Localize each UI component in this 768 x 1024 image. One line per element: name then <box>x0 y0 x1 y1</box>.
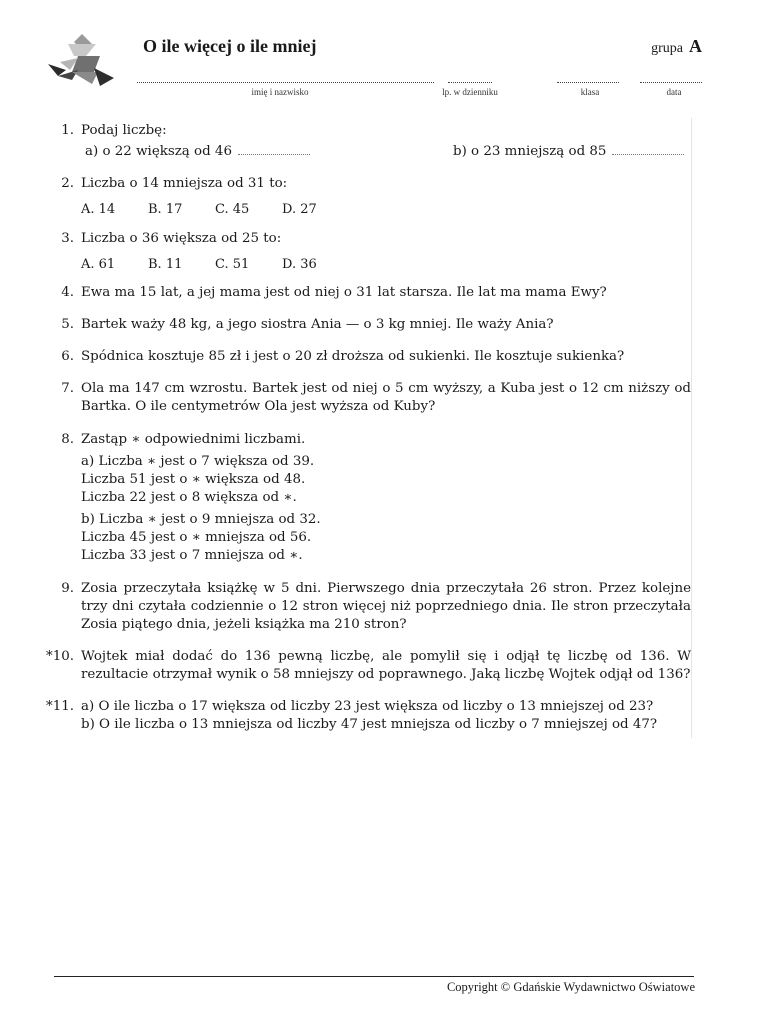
option-c[interactable]: C. 51 <box>215 257 250 272</box>
question-number: 3. <box>61 231 74 246</box>
question-text: Bartek waży 48 kg, a jego siostra Ania — o 3 kg mniej. Ile waży Ania? <box>81 317 554 332</box>
footer-divider <box>54 976 694 977</box>
class-field[interactable] <box>557 74 619 83</box>
part-a-line: Liczba 22 jest o 8 większa od ∗. <box>81 490 297 505</box>
answer-options <box>81 201 691 219</box>
question-text: Spódnica kosztuje 85 zł i jest o 20 zł droższa od sukienki. Ile kosztuje sukienka? <box>81 349 625 364</box>
question-number: 5. <box>61 317 74 332</box>
question-text: Liczba o 14 mniejsza od 31 to: <box>81 176 288 191</box>
answer-blank[interactable] <box>612 144 684 155</box>
question-text: Podaj liczbę: <box>81 123 167 138</box>
option-b[interactable]: B. 17 <box>148 202 183 217</box>
option-a[interactable]: A. 61 <box>81 257 116 272</box>
publisher-logo <box>48 34 116 88</box>
date-field[interactable] <box>640 74 702 83</box>
question-text: Wojtek miał dodać do 136 pewną liczbę, ale pomylił się i odjął tę liczbę od 136. W rezultacie otrzymał wynik o 58 mniejszy od poprawnego. Jaką liczbę Wojtek odjął od 136? <box>81 649 691 682</box>
question-number: 1. <box>61 123 74 138</box>
name-field-label: imię i nazwisko <box>251 87 309 97</box>
question-number: 8. <box>61 432 74 447</box>
journal-number-field[interactable] <box>448 74 492 83</box>
part-b-text: b) O ile liczba o 13 mniejsza od liczby 47 jest mniejsza od liczby o 7 mniejszej od 47? <box>81 717 658 732</box>
group-value: A <box>689 36 702 56</box>
question-number: 7. <box>61 381 74 396</box>
question-number: 2. <box>61 176 74 191</box>
part-a <box>81 453 691 507</box>
answer-blank[interactable] <box>238 144 310 155</box>
question-text: Zastąp ∗ odpowiednimi liczbami. <box>81 432 306 447</box>
part-b-line: b) Liczba ∗ jest o 9 mniejsza od 32. <box>81 512 321 527</box>
part-b <box>81 511 691 565</box>
group-label: grupa <box>651 41 683 56</box>
part-a-text: a) O ile liczba o 17 większa od liczby 23 jest większa od liczby o 13 mniejszej od 23? <box>81 699 654 714</box>
name-field[interactable] <box>137 74 434 83</box>
question-text: Zosia przeczytała książkę w 5 dni. Pierwszego dnia przeczytała 26 stron. Przez kolejne trzy dni czytała codziennie o 12 stron więcej niż poprzedniego dnia. Ile stron przeczytała Zosia piątego dnia, jeżeli książka ma 210 stron? <box>81 581 691 632</box>
part-b-line: Liczba 45 jest o ∗ mniejsza od 56. <box>81 530 312 545</box>
option-c[interactable]: C. 45 <box>215 202 250 217</box>
worksheet-title: O ile więcej o ile mniej <box>143 36 317 56</box>
date-label: data <box>666 87 682 97</box>
question-number: 9. <box>61 581 74 596</box>
part-a-line: a) Liczba ∗ jest o 7 większa od 39. <box>81 454 315 469</box>
part-a-line: Liczba 51 jest o ∗ większa od 48. <box>81 472 306 487</box>
answer-b-text: b) o 23 mniejszą od 85 <box>453 144 607 159</box>
margin-rule <box>691 118 692 738</box>
question-text: Ewa ma 15 lat, a jej mama jest od niej o 31 lat starsza. Ile lat ma mama Ewy? <box>81 285 607 300</box>
answer-options <box>81 256 691 274</box>
option-d[interactable]: D. 36 <box>282 257 317 272</box>
copyright-notice: Copyright © Gdańskie Wydawnictwo Oświatowe <box>446 980 695 994</box>
question-number: 4. <box>61 285 74 300</box>
group-indicator <box>651 36 702 57</box>
question-text: Liczba o 36 większa od 25 to: <box>81 231 282 246</box>
answer-a-text: a) o 22 większą od 46 <box>85 144 232 159</box>
answer-a <box>85 143 310 161</box>
class-label: klasa <box>580 87 600 97</box>
option-b[interactable]: B. 11 <box>148 257 183 272</box>
option-d[interactable]: D. 27 <box>282 202 317 217</box>
part-b-line: Liczba 33 jest o 7 mniejsza od ∗. <box>81 548 303 563</box>
answer-b <box>453 143 684 161</box>
option-a[interactable]: A. 14 <box>81 202 116 217</box>
question-text: Ola ma 147 cm wzrostu. Bartek jest od niej o 5 cm wyższy, a Kuba jest o 12 cm niższy od Bartka. O ile centymetrów Ola jest wyższa od Kuby? <box>81 381 691 414</box>
question-number: *11. <box>46 699 74 714</box>
question-number: 6. <box>61 349 74 364</box>
question-number: *10. <box>46 649 74 664</box>
journal-number-label: lp. w dzienniku <box>442 87 498 97</box>
